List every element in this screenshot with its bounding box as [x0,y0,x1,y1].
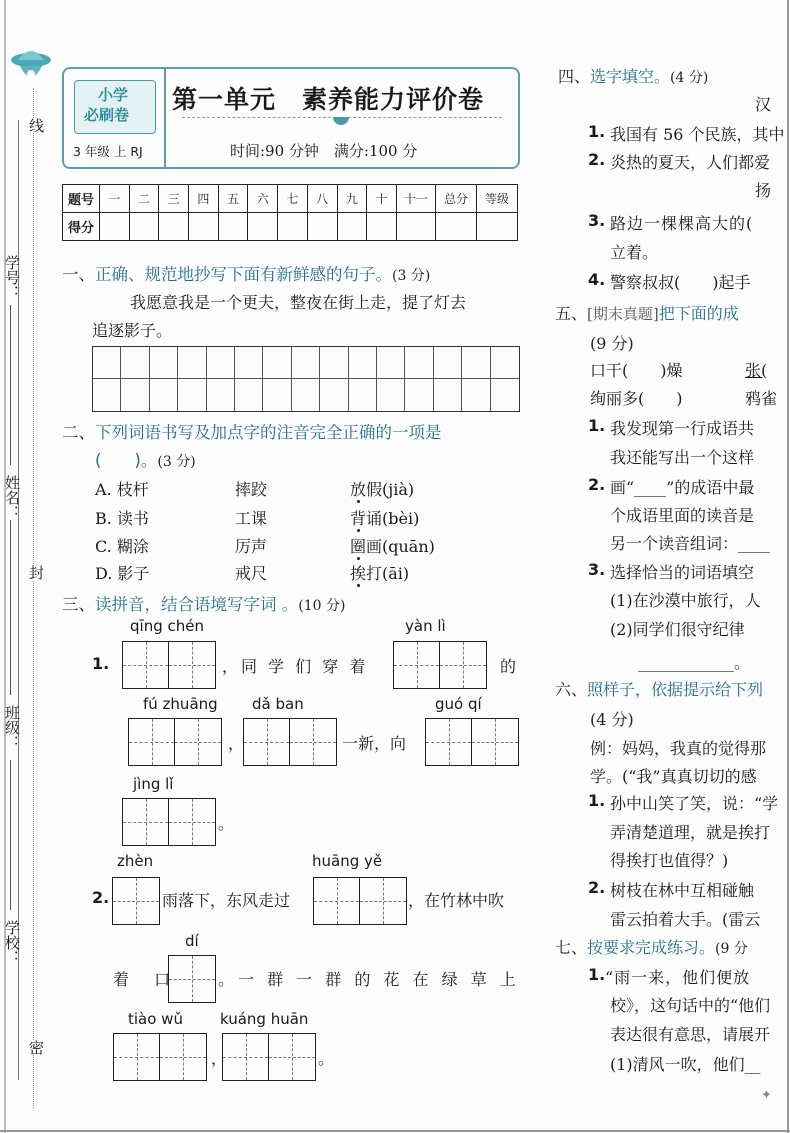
pinyin: dí [185,932,199,950]
grid-cell[interactable] [263,379,291,411]
question-number: 2. [92,888,110,907]
score-cell[interactable] [477,213,518,241]
grid-cell[interactable] [263,347,291,379]
score-cell[interactable] [278,213,308,241]
section-number: 六、 [555,680,588,699]
section-number: 二、 [62,423,95,442]
question-text: 雷云拍着大手。(雷云 [610,910,761,929]
grid-cell[interactable] [360,878,406,924]
score-col-header: 十一 [397,185,436,213]
idiom: 口干( )燥 [590,361,683,380]
emphasis-dot [357,529,360,532]
section-4-heading [558,64,708,87]
option-word: 厉声 [235,537,268,556]
option-word: 圈画(quān) [350,537,435,556]
answer-grid[interactable] [122,798,216,846]
section-title: 下列词语书写及加点字的注音完全正确的一项是 [95,423,442,442]
grid-cell[interactable] [207,347,235,379]
grid-cell[interactable] [160,1034,206,1080]
page-right-edge [787,0,789,1133]
pinyin: guó qí [435,695,482,713]
question-text: 立着。 [610,243,659,262]
grid-cell[interactable] [491,379,519,411]
question-text: 个成语里面的读音是 [610,506,755,525]
word-choice: 汉 [755,95,772,114]
grid-cell[interactable] [377,379,405,411]
question-text: 我发现第一行成语共 [610,419,755,438]
answer-grid[interactable] [222,1033,316,1081]
option-word: 挨打(āi) [350,564,410,583]
question-number: 3. [588,560,606,579]
margin-logo-icon [10,44,52,88]
question-text: 得挨打也值得？) [610,851,729,870]
seal-char-seal: 封 [27,565,45,580]
student-id-field[interactable] [8,140,9,250]
answer-grid[interactable] [112,877,160,925]
grid-cell[interactable] [123,642,169,688]
question-text: (1)清风一吹，他们__ [610,1055,761,1074]
grid-cell[interactable] [320,347,348,379]
grid-cell[interactable] [440,642,486,688]
score-cell[interactable] [218,213,248,241]
question-text: 表达很有意思，请展开 [610,1025,771,1044]
seal-char-line: 线 [27,118,45,133]
grid-cell[interactable] [121,347,149,379]
section-points: (10 分) [298,598,346,614]
example-text: 例：妈妈，我真的觉得那 [590,739,767,758]
pinyin: dǎ ban [252,695,304,713]
class-field[interactable] [10,520,11,695]
margin-dotted-line [33,88,34,1108]
section-title: 读拼音，结合语境写字词 。 [95,595,299,614]
pinyin: zhèn [117,852,154,870]
idiom: 张( [745,361,768,380]
sentence-text: 的 [500,657,517,676]
section-tag: [期末真题] [587,305,659,323]
section-3-heading [62,591,345,615]
answer-grid[interactable] [168,955,216,1003]
grid-cell[interactable] [314,878,360,924]
grid-cell[interactable] [178,347,206,379]
question-text: (2)同学们很守纪律 [610,620,745,639]
copy-sentence-line1: 我愿意我是一个更夫，整夜在街上走，提了灯去 [130,293,467,312]
grid-cell[interactable] [292,347,320,379]
question-text: 警察叔叔( )起手 [610,273,751,292]
name-label: 姓名： [3,475,21,520]
option-word: D. 影子 [95,564,150,583]
question-number: 1. [92,654,110,673]
grid-cell[interactable] [123,799,169,845]
grid-cell[interactable] [235,379,263,411]
seal-char-secret: 密 [27,1040,45,1055]
header-divider [164,69,166,167]
pinyin: tiào wǔ [128,1010,183,1028]
section-points: (4 分) [590,710,634,729]
score-col-header: 二 [129,185,159,213]
exam-meta: 时间:90 分钟 满分:100 分 [230,142,418,160]
option-word: A. 枝杆 [95,480,149,499]
grid-cell[interactable] [121,379,149,411]
grid-cell[interactable] [462,347,490,379]
section-number: 四、 [558,67,591,86]
question-text: 校》，这句话中的“他们 [610,996,771,1015]
question-text: 弄清楚道理，就是挨打 [610,823,771,842]
sentence-text: 。 [218,814,235,833]
grid-cell[interactable] [394,642,440,688]
question-number: 1. [588,965,606,984]
section-number: 一、 [62,265,95,284]
grid-cell[interactable] [377,347,405,379]
score-cell[interactable] [337,213,367,241]
question-text: 炎热的夏天，人们都爱 [610,153,771,172]
score-row-label: 得分 [63,213,100,241]
answer-grid[interactable] [313,877,407,925]
section-number: 五、 [555,304,588,323]
question-number: 4. [588,270,606,289]
section-points: (9 分) [590,334,634,353]
score-cell[interactable] [307,213,337,241]
score-col-header: 四 [189,185,219,213]
pinyin: huāng yě [312,852,383,870]
sentence-text: 。一 群 一 群 的 花 在 绿 草 上 [218,970,520,989]
grid-cell[interactable] [426,719,472,765]
question-number: 2. [588,878,606,897]
grid-cell[interactable] [169,956,215,1002]
section-points: (3 分) [392,268,431,284]
question-number: 3. [588,211,606,230]
grid-cell[interactable] [93,347,121,379]
answer-grid[interactable] [122,641,216,689]
grid-cell[interactable] [320,379,348,411]
grid-cell[interactable] [207,379,235,411]
grid-cell[interactable] [349,347,377,379]
grid-cell[interactable] [129,719,175,765]
pinyin: kuáng huān [220,1010,309,1028]
question-number: 1. [588,122,606,141]
question-number: 2. [588,475,606,494]
school-label: 学校： [3,920,21,965]
score-col-header: 七 [278,185,308,213]
grid-cell[interactable] [244,719,290,765]
question-text: 孙中山笑了笑，说：“学 [610,794,779,813]
grid-cell[interactable] [349,379,377,411]
section-points: (9 分 [715,941,748,957]
class-label: 班级： [3,705,21,750]
question-text: 画“____”的成语中最 [610,478,755,497]
score-cell[interactable] [248,213,278,241]
student-id-label: 学号： [3,255,21,300]
option-word: 背诵(bèi) [350,509,420,528]
section-points: (3 分) [157,454,196,470]
section-title: 把下面的成 [658,304,739,323]
question-text: (1)在沙漠中旅行，人 [610,591,761,610]
grid-cell[interactable] [178,379,206,411]
grid-cell[interactable] [472,719,518,765]
copy-sentence-line2: 追逐影子。 [92,321,173,340]
section-title: 照样子，依据提示给下列 [587,680,764,699]
question-text: “雨一来，他们便放 [605,968,751,987]
school-field[interactable] [10,760,11,910]
grid-cell[interactable] [114,1034,160,1080]
sentence-text: 一新，向 [342,734,407,753]
answer-blank[interactable]: ____________。 [638,653,751,672]
logo-line2: 必刷卷 [84,106,130,124]
score-cell[interactable] [100,213,130,241]
score-col-header: 六 [248,185,278,213]
grid-cell[interactable] [434,379,462,411]
grid-cell[interactable] [290,719,336,765]
answer-grid[interactable] [425,718,519,766]
score-cell[interactable] [129,213,159,241]
idiom: 鸦雀 [745,389,778,408]
idiom: 绚丽多( ) [590,389,683,408]
question-number: 2. [588,150,606,169]
sentence-text: 雨落下，东风走过 [162,891,291,910]
option-word: 摔跤 [235,480,268,499]
emphasis-dot [357,557,360,560]
right-column [553,60,790,1133]
question-text: 另一个读音组词：____ [610,534,771,553]
question-number: 1. [588,791,606,810]
grid-cell[interactable] [113,878,159,924]
score-table-score-row [63,213,518,241]
section-7-heading [555,935,748,958]
question-text: 选择恰当的词语填空 [610,563,755,582]
section-number: 七、 [555,938,588,957]
score-cell[interactable] [397,213,436,241]
grid-cell[interactable] [269,1034,315,1080]
question-text: 我国有 56 个民族，其中 [610,125,785,144]
grid-cell[interactable] [235,347,263,379]
logo-line1: 小学 [98,86,129,104]
score-col-header: 一 [100,185,130,213]
score-col-header: 题号 [63,185,100,213]
section-title: 按要求完成练习。 [587,938,716,957]
sentence-text: ， [211,1049,228,1068]
score-col-header: 总分 [436,185,477,213]
answer-grid[interactable] [113,1033,207,1081]
grid-cell[interactable] [93,379,121,411]
section-number: 三、 [62,595,95,614]
sentence-text: 。 [318,1049,335,1068]
sentence-text: ，在竹林中吹 [408,891,505,910]
sentence-text: ，同 学 们 穿 着 [222,657,369,676]
section-points: (4 分) [670,70,709,86]
score-cell[interactable] [436,213,477,241]
score-cell[interactable] [367,213,397,241]
grid-cell[interactable] [491,347,519,379]
grid-cell[interactable] [462,379,490,411]
score-cell[interactable] [159,213,189,241]
grade-label: 3 年级 上 RJ [73,144,143,159]
copy-writing-grid[interactable] [92,346,520,412]
answer-grid[interactable] [128,718,222,766]
section-6-heading [555,677,763,700]
section-5-heading [555,301,739,324]
score-col-header: 等级 [477,185,518,213]
grid-cell[interactable] [150,379,178,411]
score-col-header: 三 [159,185,189,213]
section-title: 选字填空。 [590,67,671,86]
question-number: 1. [588,416,606,435]
answer-grid[interactable] [243,718,337,766]
grid-cell[interactable] [150,347,178,379]
pinyin: yàn lì [405,617,446,635]
answer-blank[interactable]: ( )。 [95,451,158,470]
section-2-answer-line [95,447,196,471]
page-bottom-edge [0,1130,790,1132]
sentence-text: 着 口 [113,970,181,989]
question-text: 路边一棵棵高大的( [610,214,754,233]
score-col-header: 八 [307,185,337,213]
score-col-header: 十 [367,185,397,213]
grid-cell[interactable] [169,642,215,688]
section-1-heading [62,261,430,285]
pinyin: qīng chén [130,617,204,635]
grid-cell[interactable] [434,347,462,379]
grid-cell[interactable] [405,347,433,379]
score-col-header: 五 [218,185,248,213]
grid-cell[interactable] [292,379,320,411]
section-title: 正确、规范地抄写下面有新鲜感的句子。 [95,265,392,284]
question-text: 我还能写出一个这样 [610,448,755,467]
pinyin: jìng lǐ [133,775,174,793]
grid-cell[interactable] [175,719,221,765]
grid-cell[interactable] [223,1034,269,1080]
pinyin: fú zhuāng [143,695,218,713]
answer-grid[interactable] [393,641,487,689]
option-word: 戒尺 [235,564,268,583]
emphasis-dot [357,584,360,587]
sparkle-icon: ✦ [761,1088,772,1103]
emphasis-dot [357,500,360,503]
option-word: C. 糊涂 [95,537,149,556]
score-col-header: 九 [337,185,367,213]
score-cell[interactable] [189,213,219,241]
word-choice: 扬 [755,181,772,200]
option-word: 工课 [235,509,268,528]
grid-cell[interactable] [169,799,215,845]
sentence-text: ， [228,734,245,753]
name-field[interactable] [10,305,11,465]
page-title: 第一单元 素养能力评价卷 [172,85,485,114]
score-table [62,184,518,241]
question-text: 树枝在林中互相碰触 [610,881,755,900]
example-text: 学。(“我”真真切切的感 [590,767,757,786]
section-2-heading [62,419,442,443]
grid-cell[interactable] [405,379,433,411]
option-word: B. 读书 [95,509,149,528]
option-word: 放假(jià) [350,480,415,499]
score-table-header-row [63,185,518,213]
